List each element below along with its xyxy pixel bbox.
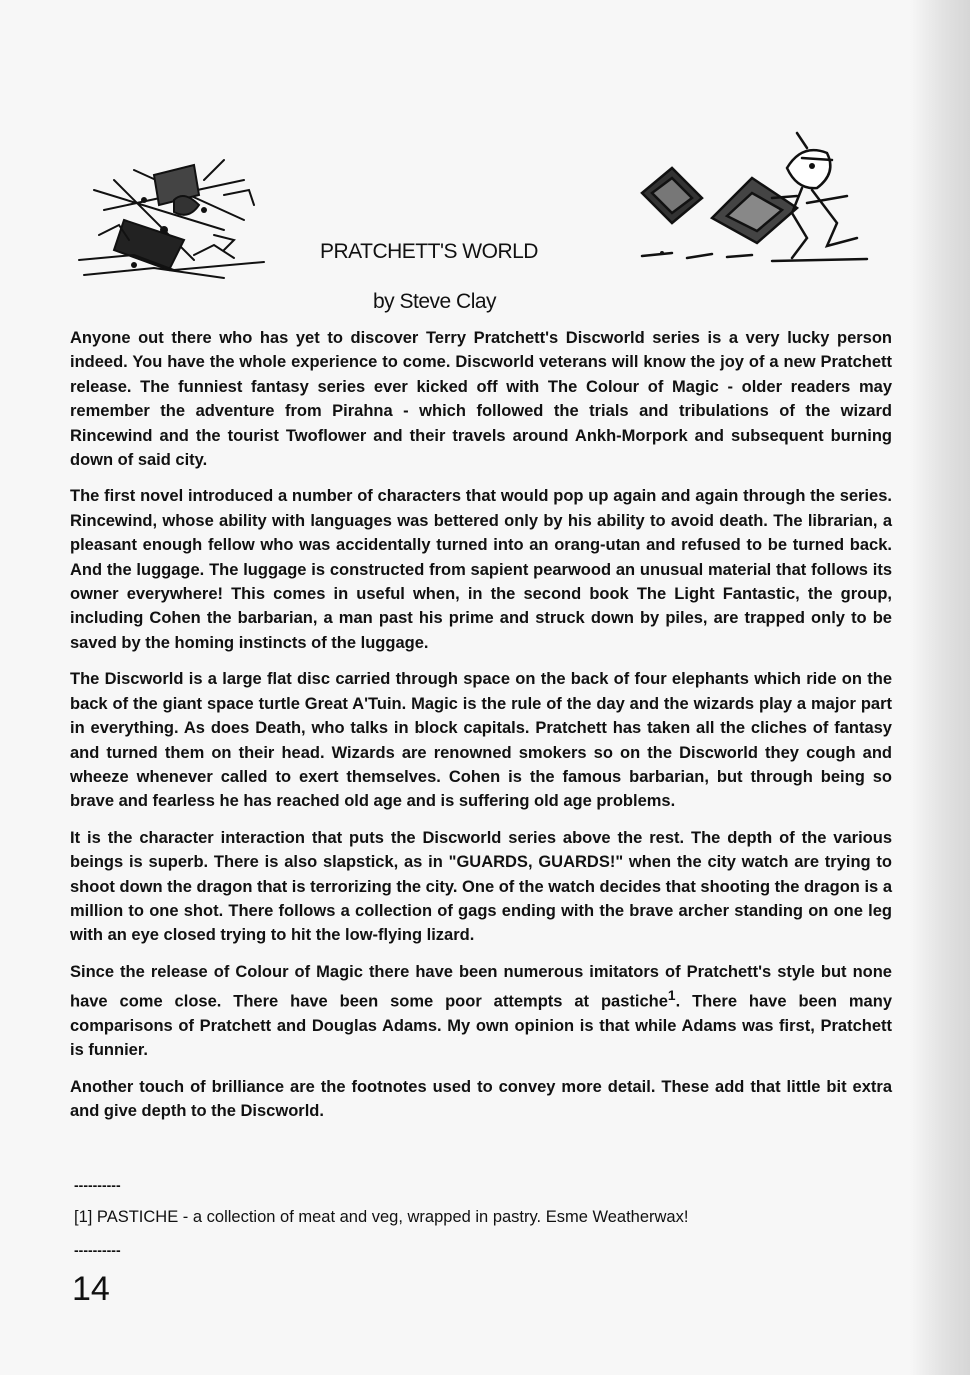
footnote-text: [1] PASTICHE - a collection of meat and veg, wrapped in pastry. Esme Weatherwax! <box>74 1208 689 1226</box>
article-paragraph: Another touch of brilliance are the footnotes used to convey more detail. These add that little bit extra and give depth to the Discworld. <box>70 1077 892 1121</box>
article-paragraph <box>70 960 892 1063</box>
footnote-rule-top: ---------- <box>74 1177 121 1193</box>
article-paragraph: Anyone out there who has yet to discover Terry Pratchett's Discworld series is a very lucky person indeed. You have the whole experience to come. Discworld veterans will know the joy of a new Pratchett release. The funniest fantasy series ever kicked off with The Colour of Magic - older readers may remember the adventure from Pirahna - which followed the trials and tribulations of the wizard Rincewind and the tourist Twoflower and their travels around Ankh-Morpork and subsequent burning down of said city. <box>70 329 892 470</box>
article-paragraph: It is the character interaction that puts the Discworld series above the rest. The depth of the various beings is superb. There is also slapstick, as in "GUARDS, GUARDS!" when the city watch are trying to shoot down the dragon that is terrorizing the city. One of the watch decides that shooting the dragon is a million to one shot. There follows a collection of gags ending with the brave archer standing on one leg with an eye closed trying to hit the low-flying lizard. <box>70 828 892 945</box>
article-text: Since the release of Colour of Magic there have been numerous imitators of Pratchett's style but none have come close. There have been some poor attempts at pastiche <box>70 962 892 1011</box>
footnote-reference: 1 <box>667 988 676 1004</box>
article-paragraph: The Discworld is a large flat disc carried through space on the back of four elephants which ride on the back of the giant space turtle Great A'Tuin. Magic is the rule of the day and the wizards play a major part in everything. As does Death, who talks in block capitals. Pratchett has taken all the cliches of fantasy and turned them on their head. Wizards are renowned smokers so on the Discworld they cough and wheeze whenever called to exert themselves. Cohen is the famous barbarian, but through being so brave and fearless he has reached old age and is suffering old age problems. <box>70 670 892 811</box>
page-title: PRATCHETT'S WORLD <box>320 240 538 263</box>
page-edge-shadow <box>910 0 970 1375</box>
article-paragraph: The first novel introduced a number of characters that would pop up again and again through the series. Rincewind, whose ability with languages was bettered only by his ability to avoid death. The librarian, a pleasant enough fellow who was accidentally turned into an orang-utan and refused to be turned back. And the luggage. The luggage is constructed from sapient pearwood an unusual material that follows its owner everywhere! This comes in useful when, in the second book The Light Fantastic, the group, including Cohen the barbarian, a man past his prime and struck down by piles, are trapped only to be saved by the homing instincts of the luggage. <box>70 487 892 652</box>
running-luggage-illustration <box>632 128 872 278</box>
author-byline: by Steve Clay <box>373 290 497 313</box>
wizard-illustration <box>74 150 274 290</box>
page-number: 14 <box>72 1270 110 1308</box>
article-text: . There have been many comparisons of Pratchett and Douglas Adams. My own opinion is that while Adams was first, Pratchett is funnier. <box>70 992 892 1060</box>
article-body <box>70 326 892 1136</box>
footnote-rule-bottom: ---------- <box>74 1242 121 1258</box>
